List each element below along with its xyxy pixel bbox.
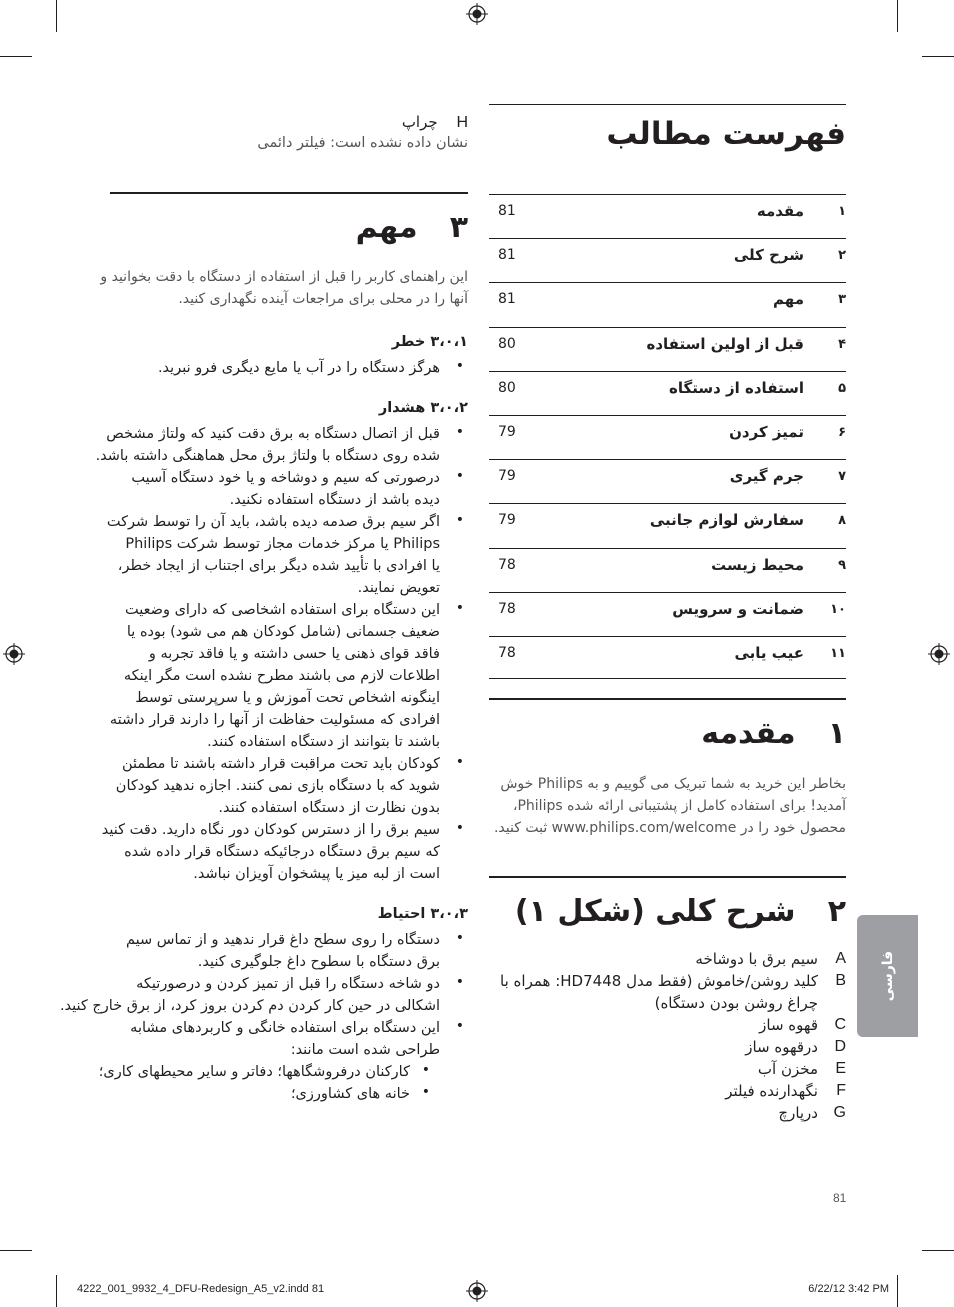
toc-row (489, 548, 846, 593)
page-number: 81 (833, 1191, 847, 1205)
bullet-icon: • (455, 512, 464, 528)
section-2-heading (515, 894, 846, 929)
sub-bullet-icon: • (421, 1084, 430, 1100)
bullet-line: افرادی که مسئولیت حفاظت از آنها را دارند قرار داشته (109, 712, 440, 728)
bullet-icon: • (455, 468, 464, 484)
toc-row-page: 81 (498, 291, 516, 308)
bullet-line: درصورتی که سیم و دوشاخه و یا خود دستگاه آسیب (131, 470, 440, 486)
bullet-icon: • (455, 424, 464, 440)
language-tab-label: فارسی (879, 950, 896, 1002)
toc-row-number: ۱۱ (830, 646, 846, 661)
toc-row-page: 79 (498, 468, 516, 485)
sub-bullet-line: کارکنان درفروشگاهها؛ دفاتر و سایر محیطهای کاری؛ (98, 1064, 410, 1080)
toc-row-page: 81 (498, 203, 516, 219)
section-divider (489, 876, 846, 878)
crop-mark (56, 1275, 57, 1307)
bullet-line: باشند تا بتوانند از دستگاه استفاده کنند. (207, 734, 440, 750)
toc-row-title: ضمانت و سرویس (672, 599, 804, 618)
toc-row-number: ۹ (838, 557, 846, 573)
toc-row-page: 78 (498, 645, 516, 661)
crop-mark (922, 1250, 954, 1251)
toc-row-number: ۱ (838, 204, 846, 219)
toc-row (489, 503, 846, 548)
toc-row-page: 80 (498, 335, 516, 352)
toc-row-number: ۲ (838, 248, 846, 264)
part-text: درپارچ (778, 1104, 818, 1122)
bullet-icon: • (455, 358, 464, 374)
toc-row-number: ۶ (838, 425, 846, 440)
part-letter: C (834, 1016, 846, 1033)
registration-mark-icon (466, 3, 488, 25)
toc-row-title: قبل از اولین استفاده (646, 334, 804, 353)
toc-row (489, 194, 846, 239)
toc-row-title: مهم (773, 290, 804, 309)
toc-row-title: سفارش لوازم جانبی (649, 511, 804, 530)
part-text: درقهوه ساز (745, 1038, 818, 1056)
part-h-description: نشان داده نشده است: فیلتر دائمی (257, 135, 468, 151)
bullet-icon: • (455, 1018, 464, 1034)
toc-row-page: 80 (498, 379, 516, 396)
toc-row-title: محیط زیست (711, 555, 804, 574)
toc-row-title: استفاده از دستگاه (669, 378, 804, 397)
sub-bullet-icon: • (421, 1062, 430, 1078)
bullet-line: هرگز دستگاه را در آب یا مایع دیگری فرو نبرید. (157, 360, 440, 376)
part-text: قهوه ساز (759, 1016, 818, 1034)
toc-row (489, 282, 846, 327)
toc-row (489, 327, 846, 372)
toc-row-title: مقدمه (756, 202, 804, 220)
toc-row-number: ۱۰ (830, 601, 846, 617)
footer-file-info: 4222_001_9932_4_DFU-Redesign_A5_v2.indd 81 (77, 1283, 325, 1295)
bullet-line: شوید که با دستگاه بازی نمی کنند. اجازه ندهید کودکان (115, 778, 440, 794)
bullet-line: دستگاه را روی سطح داغ قرار ندهید و از تماس سیم (125, 932, 440, 948)
part-letter: E (835, 1060, 846, 1077)
bullet-line: یا افرادی با تأیید شده دیگر برای اجتناب از ایجاد خطر، (117, 558, 440, 574)
toc-row-page: 79 (498, 512, 516, 529)
part-h-letter: H (456, 114, 468, 131)
section-3-number: ۳ (449, 210, 468, 245)
toc-row-title: عیب یابی (734, 644, 804, 662)
part-letter: D (834, 1038, 846, 1055)
bullet-line: این دستگاه برای استفاده خانگی و کاربردهای مشابه (130, 1020, 440, 1036)
section-divider (110, 192, 468, 194)
bullet-line: ضعیف جسمانی (شامل کودکان هم می شود) بوده یا (126, 624, 440, 640)
toc-row-page: 81 (498, 247, 516, 264)
toc-row-number: ۴ (838, 336, 846, 352)
crop-mark (0, 56, 32, 57)
part-letter: B (835, 972, 846, 989)
toc-row-page: 78 (498, 600, 516, 617)
toc-top-rule (489, 104, 846, 105)
bullet-line: اینگونه اشخاص تحت آموزش و یا سرپرستی توسط (135, 690, 440, 706)
toc-title: فهرست مطالب (606, 116, 846, 152)
part-h-label (402, 113, 468, 132)
crop-mark (0, 1250, 32, 1251)
registration-mark-icon (3, 643, 25, 665)
bullet-icon: • (455, 974, 464, 990)
bullet-line: این دستگاه برای استفاده اشخاصی که دارای وضعیت (125, 602, 440, 618)
bullet-line: دیده باشد از دستگاه استفاده نکنید. (229, 492, 440, 508)
part-letter: A (835, 950, 846, 967)
important-intro-line: این راهنمای کاربر را قبل از استفاده از دستگاه با دقت بخوانید و (100, 269, 468, 285)
bullet-line: اگر سیم برق صدمه دیده باشد، باید آن را توسط شرکت (106, 514, 440, 530)
bullet-line: اطلاعات لازم می باشند مطرح نشده است مگر اینکه (123, 668, 440, 684)
toc-row-page: 79 (498, 424, 516, 440)
part-letter: F (836, 1082, 846, 1099)
bullet-line: اشکالی در حین کار کردن دم کردن بروز کرد، از برق خارج کنید. (59, 998, 440, 1014)
warning-heading: ۳،۰،۲ هشدار (378, 400, 468, 416)
section-3-heading (356, 210, 468, 245)
bullet-line: فاقد قوای ذهنی یا حسی داشته و یا فاقد تجربه و (148, 646, 440, 662)
toc-row (489, 415, 846, 460)
bullet-line: طراحی شده است مانند: (290, 1042, 440, 1058)
section-1-number: ۱ (827, 716, 846, 751)
toc-row (489, 592, 846, 637)
bullet-line: Philips یا مرکز خدمات مجاز توسط شرکت Philips (125, 536, 440, 552)
intro-line: محصول خود را در www.philips.com/welcome ثبت کنید. (493, 820, 846, 836)
danger-heading: ۳،۰،۱ خطر (391, 334, 468, 350)
part-text: سیم برق با دوشاخه (695, 950, 818, 968)
important-intro-line: آنها را در محلی برای مراجعات آینده نگهداری کنید. (178, 291, 468, 307)
toc-row-number: ۷ (838, 469, 846, 485)
footer-date: 6/22/12 3:42 PM (808, 1283, 889, 1295)
section-1-title: مقدمه (701, 716, 796, 751)
toc-row-title: شرح کلی (733, 246, 804, 265)
registration-mark-icon (928, 643, 950, 665)
bullet-line: بدون نظارت از دستگاه استفاده کنند. (218, 800, 440, 816)
toc-row-title: تمیز کردن (729, 423, 804, 441)
section-3-title: مهم (355, 210, 418, 245)
language-tab (857, 915, 918, 1037)
bullet-line: که سیم برق دستگاه درجائیکه دستگاه قرار داده شده (124, 844, 440, 860)
toc-row-title: جرم گیری (729, 467, 804, 486)
toc-row (489, 371, 846, 416)
section-2-title: شرح کلی (شکل ۱) (514, 894, 796, 929)
toc-row (489, 238, 846, 283)
part-text: نگهدارنده فیلتر (725, 1082, 818, 1100)
sub-bullet-line: خانه های کشاورزی؛ (290, 1086, 410, 1102)
section-1-heading (701, 716, 846, 751)
bullet-line: کودکان باید تحت مراقبت قرار داشته باشند تا مطمئن (121, 756, 440, 772)
toc-row (489, 636, 846, 681)
part-text: کلید روشن/خاموش (فقط مدل HD7448: همراه با (500, 972, 818, 990)
part-h-text: چراپ (401, 113, 438, 131)
bullet-icon: • (455, 930, 464, 946)
crop-mark (897, 0, 898, 32)
bullet-line: تعویض نمایند. (357, 580, 440, 596)
part-text: مخزن آب (757, 1060, 818, 1078)
toc-row-number: ۳ (838, 292, 846, 308)
toc-row-number: ۵ (838, 380, 846, 396)
bullet-line: دو شاخه دستگاه را قبل از تمیز کردن و درصورتیکه (136, 976, 440, 992)
bullet-line: قبل از اتصال دستگاه به برق دقت کنید که ولتاژ مشخص (106, 426, 440, 442)
section-divider (489, 698, 846, 700)
crop-mark (56, 0, 57, 32)
intro-line: آمدید! برای استفاده کامل از پشتیبانی ارائه شده Philips، (512, 798, 846, 814)
toc-row-page: 78 (498, 556, 516, 573)
intro-line: بخاطر این خرید به شما تبریک می گوییم و به Philips خوش (500, 776, 846, 792)
caution-heading: ۳،۰،۳ احتیاط (377, 906, 468, 922)
bullet-icon: • (455, 754, 464, 770)
part-text: چراغ روشن بودن دستگاه) (654, 994, 818, 1012)
bullet-line: برق دستگاه با سطوح داغ جلوگیری کنید. (197, 954, 440, 970)
bullet-line: شده روی دستگاه با ولتاژ برق محل هماهنگی داشته باشد. (95, 448, 440, 464)
toc-bottom-rule (489, 678, 846, 679)
bullet-line: است از لبه میز یا پیشخوان آویزان نباشد. (193, 866, 440, 882)
bullet-line: سیم برق را از دسترس کودکان دور نگاه دارید. دقت کنید (101, 822, 440, 838)
crop-mark (897, 1275, 898, 1307)
toc-row-number: ۸ (838, 513, 846, 529)
registration-mark-icon (466, 1280, 488, 1302)
part-letter: G (833, 1104, 846, 1121)
toc-row (489, 459, 846, 504)
bullet-icon: • (455, 600, 464, 616)
section-2-number: ۲ (827, 894, 846, 929)
crop-mark (922, 56, 954, 57)
bullet-icon: • (455, 820, 464, 836)
